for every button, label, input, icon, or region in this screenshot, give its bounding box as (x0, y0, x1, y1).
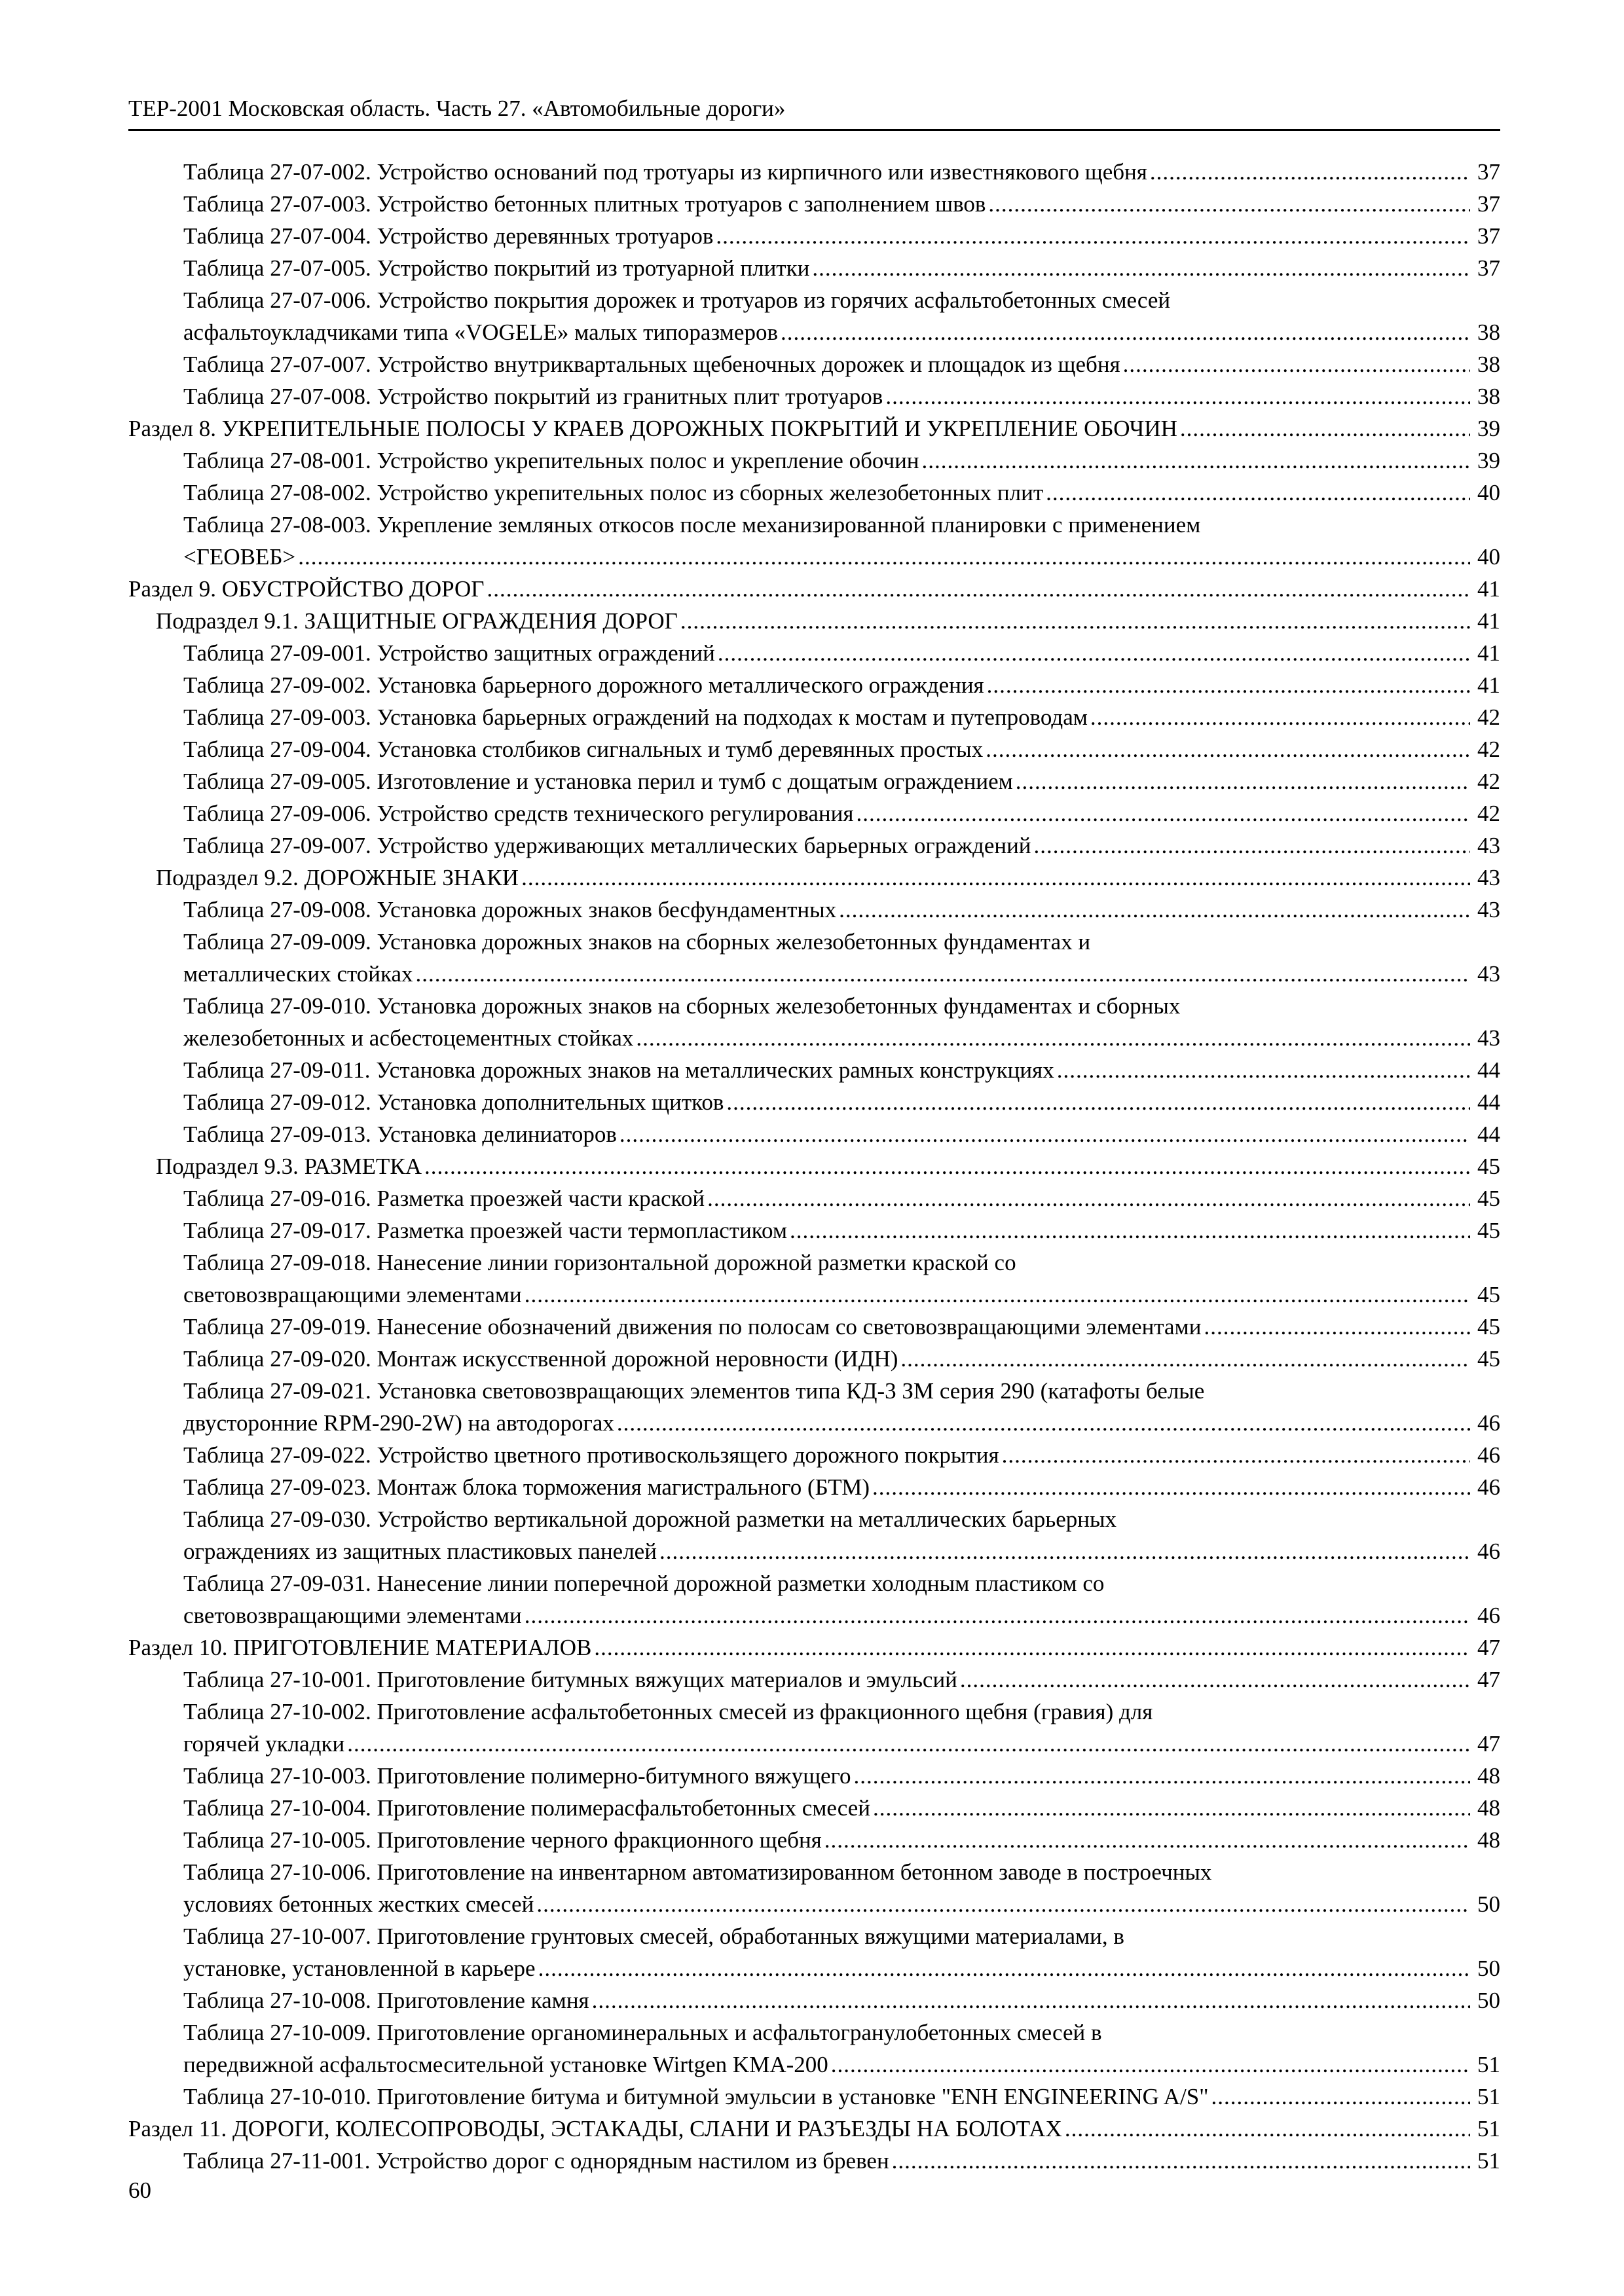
toc-entry-title: Подраздел 9.1. ЗАЩИТНЫЕ ОГРАЖДЕНИЯ ДОРОГ (156, 608, 678, 634)
toc-page-number: 46 (1477, 1539, 1500, 1564)
toc-page-number: 37 (1477, 255, 1500, 281)
toc-section (128, 412, 1500, 445)
toc-line (183, 701, 1500, 733)
toc-page-number: 45 (1477, 1346, 1500, 1372)
toc-entry-title: двусторонние RPM-290-2W) на автодорогах (183, 1410, 614, 1436)
toc-page-number: 42 (1477, 704, 1500, 730)
dot-leader (872, 1471, 1470, 1503)
toc-page-number: 44 (1477, 1089, 1500, 1115)
dot-leader (1150, 156, 1470, 188)
toc-line (156, 605, 1500, 637)
toc-page-number: 43 (1477, 1025, 1500, 1051)
dot-leader (812, 252, 1470, 284)
toc-page-number: 48 (1477, 1763, 1500, 1789)
toc-table-entry (128, 701, 1500, 733)
toc-line (128, 573, 1500, 605)
toc-table-entry (128, 1375, 1500, 1439)
toc-table-entry (128, 1471, 1500, 1503)
toc-table-entry (128, 1567, 1500, 1631)
toc-table-entry (128, 637, 1500, 669)
toc-table-entry (128, 1984, 1500, 2016)
toc-table-entry (128, 2081, 1500, 2113)
toc-line (183, 1118, 1500, 1150)
dot-leader (487, 573, 1471, 605)
toc-table-entry (128, 765, 1500, 797)
dot-leader (347, 1728, 1470, 1760)
toc-page-number: 45 (1477, 1154, 1500, 1179)
toc-entry-title: Таблица 27-09-017. Разметка проезжей части термопластиком (183, 1218, 788, 1243)
dot-leader (680, 605, 1470, 637)
toc-entry-title: Таблица 27-10-005. Приготовление черного фракционного щебня (183, 1827, 822, 1853)
toc-page-number: 50 (1477, 1956, 1500, 1981)
toc-entry-title: Таблица 27-09-002. Установка барьерного дорожного металлического ограждения (183, 672, 984, 698)
toc-page-number: 42 (1477, 769, 1500, 794)
toc-entry-title: горячей укладки (183, 1731, 345, 1757)
toc-line (183, 220, 1500, 252)
toc-table-entry (128, 2016, 1500, 2081)
toc-table-entry (128, 477, 1500, 509)
toc-line (183, 2016, 1500, 2049)
toc-entry-title: Таблица 27-10-002. Приготовление асфальтобетонных смесей из фракционного щебня (гравия) для (183, 1699, 1153, 1724)
toc-line (183, 2145, 1500, 2177)
dot-leader (839, 894, 1470, 926)
dot-leader (831, 2049, 1470, 2081)
toc-line (183, 1728, 1500, 1760)
dot-leader (716, 220, 1470, 252)
toc-page-number: 47 (1477, 1635, 1500, 1660)
toc-page-number: 45 (1477, 1314, 1500, 1339)
toc-line (183, 156, 1500, 188)
dot-leader (726, 1086, 1470, 1118)
toc-line (183, 1824, 1500, 1856)
toc-line (128, 1631, 1500, 1664)
toc-page-number: 43 (1477, 897, 1500, 922)
toc-line (183, 188, 1500, 220)
toc-line (183, 1535, 1500, 1567)
dot-leader (781, 316, 1470, 348)
toc-entry-title: металлических стойках (183, 961, 413, 987)
dot-leader (1211, 2081, 1470, 2113)
toc-page-number: 41 (1477, 640, 1500, 666)
toc-entry-title: Таблица 27-09-020. Монтаж искусственной дорожной неровности (ИДН) (183, 1346, 898, 1372)
toc-entry-title: Таблица 27-08-003. Укрепление земляных откосов после механизированной планировки с применением (183, 512, 1201, 538)
toc-table-entry (128, 1054, 1500, 1086)
toc-entry-title: Таблица 27-09-030. Устройство вертикальной дорожной разметки на металлических барьерных (183, 1506, 1117, 1532)
toc-table-entry (128, 1760, 1500, 1792)
toc-table-entry (128, 1792, 1500, 1824)
dot-leader (1002, 1439, 1470, 1471)
toc-table-entry (128, 669, 1500, 701)
dot-leader (1090, 701, 1470, 733)
toc-line (183, 958, 1500, 990)
toc-line (183, 990, 1500, 1022)
dot-leader (416, 958, 1470, 990)
dot-leader (1180, 412, 1470, 445)
toc-page-number: 48 (1477, 1827, 1500, 1853)
toc-table-entry (128, 990, 1500, 1054)
toc-line (183, 380, 1500, 412)
toc-table-entry (128, 1824, 1500, 1856)
toc-entry-title: Таблица 27-07-008. Устройство покрытий из гранитных плит тротуаров (183, 384, 883, 409)
toc-page-number: 38 (1477, 319, 1500, 345)
toc-entry-title: ограждениях из защитных пластиковых панелей (183, 1539, 657, 1564)
toc-line (183, 1599, 1500, 1631)
dot-leader (1016, 765, 1470, 797)
dot-leader (525, 1599, 1470, 1631)
toc-line (183, 1696, 1500, 1728)
toc-entry-title: Раздел 11. ДОРОГИ, КОЛЕСОПРОВОДЫ, ЭСТАКАДЫ, СЛАНИ И РАЗЪЕЗДЫ НА БОЛОТАХ (128, 2116, 1062, 2141)
toc-table-entry (128, 829, 1500, 862)
toc-line (183, 1856, 1500, 1888)
toc-entry-title: Таблица 27-10-001. Приготовление битумных вяжущих материалов и эмульсий (183, 1667, 957, 1692)
toc-page-number: 51 (1477, 2084, 1500, 2109)
toc-entry-title: Таблица 27-07-002. Устройство оснований под тротуары из кирпичного или известнякового щебня (183, 159, 1147, 185)
dot-leader (1034, 829, 1470, 862)
toc-table-entry (128, 1856, 1500, 1920)
toc-page-number: 42 (1477, 801, 1500, 826)
toc-line (183, 1760, 1500, 1792)
toc-page-number: 40 (1477, 544, 1500, 570)
toc-entry-title: установке, установленной в карьере (183, 1956, 536, 1981)
toc-entry-title: Таблица 27-07-006. Устройство покрытия дорожек и тротуаров из горячих асфальтобетонных смесей (183, 287, 1171, 313)
dot-leader (424, 1150, 1470, 1182)
toc-entry-title: Раздел 10. ПРИГОТОВЛЕНИЕ МАТЕРИАЛОВ (128, 1635, 592, 1660)
toc-table-entry (128, 2145, 1500, 2177)
toc-entry-title: Таблица 27-09-008. Установка дорожных знаков бесфундаментных (183, 897, 837, 922)
toc-page-number: 38 (1477, 352, 1500, 377)
toc-page-number: 47 (1477, 1667, 1500, 1692)
toc-line (183, 797, 1500, 829)
toc-entry-title: световозвращающими элементами (183, 1282, 522, 1307)
toc-line (128, 412, 1500, 445)
toc-entry-title: Таблица 27-07-005. Устройство покрытий из тротуарной плитки (183, 255, 810, 281)
dot-leader (594, 1631, 1470, 1664)
toc-line (183, 509, 1500, 541)
toc-section (128, 1631, 1500, 1664)
toc-entry-title: Таблица 27-09-021. Установка световозвращающих элементов типа КД-3 ЗМ серия 290 (катафоты белые (183, 1378, 1205, 1404)
toc-table-entry (128, 156, 1500, 188)
toc-line (183, 1343, 1500, 1375)
dot-leader (824, 1824, 1470, 1856)
toc-entry-title: Таблица 27-09-001. Устройство защитных ограждений (183, 640, 715, 666)
dot-leader (885, 380, 1470, 412)
dot-leader (900, 1343, 1470, 1375)
toc-subsection (128, 605, 1500, 637)
toc-line (183, 445, 1500, 477)
toc-entry-title: Таблица 27-09-011. Установка дорожных знаков на металлических рамных конструкциях (183, 1057, 1054, 1083)
toc-line (183, 477, 1500, 509)
toc-page-number: 37 (1477, 159, 1500, 185)
dot-leader (1204, 1311, 1470, 1343)
toc-line (183, 1407, 1500, 1439)
toc-line (183, 284, 1500, 316)
toc-line (156, 1150, 1500, 1182)
toc-entry-title: Таблица 27-09-013. Установка делиниаторов (183, 1121, 617, 1147)
toc-line (183, 1279, 1500, 1311)
toc-entry-title: Таблица 27-10-007. Приготовление грунтовых смесей, обработанных вяжущими материалами, в (183, 1923, 1124, 1949)
toc-entry-title: Таблица 27-09-016. Разметка проезжей части краской (183, 1186, 705, 1211)
toc-entry-title: Подраздел 9.2. ДОРОЖНЫЕ ЗНАКИ (156, 865, 519, 890)
toc-page-number: 39 (1477, 416, 1500, 441)
toc-entry-title: Таблица 27-09-003. Установка барьерных ограждений на подходах к мостам и путепроводам (183, 704, 1088, 730)
toc-entry-title: Таблица 27-09-022. Устройство цветного противоскользящего дорожного покрытия (183, 1442, 999, 1468)
toc-page-number: 51 (1477, 2052, 1500, 2077)
toc-page-number: 41 (1477, 576, 1500, 602)
toc-line (183, 1086, 1500, 1118)
dot-leader (619, 1118, 1470, 1150)
toc-page-number: 41 (1477, 672, 1500, 698)
dot-leader (988, 188, 1470, 220)
toc-entry-title: Таблица 27-10-004. Приготовление полимерасфальтобетонных смесей (183, 1795, 871, 1821)
toc-table-entry (128, 1247, 1500, 1311)
toc-table-entry (128, 733, 1500, 765)
toc-table-entry (128, 509, 1500, 573)
toc-line (183, 316, 1500, 348)
toc-page-number: 44 (1477, 1121, 1500, 1147)
toc-entry-title: Таблица 27-09-031. Нанесение линии поперечной дорожной разметки холодным пластиком со (183, 1571, 1105, 1596)
toc-table-entry (128, 1439, 1500, 1471)
toc-entry-title: Таблица 27-10-006. Приготовление на инвентарном автоматизированном бетонном заводе в построечных (183, 1859, 1212, 1885)
toc-page-number: 37 (1477, 191, 1500, 217)
toc-entry-title: световозвращающими элементами (183, 1603, 522, 1628)
dot-leader (854, 1760, 1470, 1792)
toc-entry-title: Таблица 27-10-009. Приготовление органоминеральных и асфальтогранулобетонных смесей в (183, 2020, 1102, 2045)
toc-page-number: 38 (1477, 384, 1500, 409)
dot-leader (538, 1952, 1470, 1984)
toc-page-number: 39 (1477, 448, 1500, 473)
dot-leader (718, 637, 1470, 669)
toc-line (183, 894, 1500, 926)
toc-table-entry (128, 1696, 1500, 1760)
toc-table-entry (128, 926, 1500, 990)
toc-line (183, 669, 1500, 701)
toc-table-entry (128, 1664, 1500, 1696)
toc-page-number: 40 (1477, 480, 1500, 505)
toc-line (183, 1054, 1500, 1086)
toc-table-entry (128, 1118, 1500, 1150)
dot-leader (857, 797, 1471, 829)
toc-line (183, 2081, 1500, 2113)
dot-leader (659, 1535, 1470, 1567)
toc-entry-title: Таблица 27-10-010. Приготовление битума и битумной эмульсии в установке "ENH ENGINEERING A/S" (183, 2084, 1209, 2109)
toc-page-number: 48 (1477, 1795, 1500, 1821)
dot-leader (987, 669, 1470, 701)
toc-entry-title: <ГЕОВЕБ> (183, 544, 296, 570)
toc-page-number: 37 (1477, 223, 1500, 249)
toc-page-number: 51 (1477, 2148, 1500, 2174)
toc-entry-title: Таблица 27-09-010. Установка дорожных знаков на сборных железобетонных фундаментах и сборных (183, 993, 1181, 1019)
toc-entry-title: Таблица 27-07-003. Устройство бетонных плитных тротуаров с заполнением швов (183, 191, 986, 217)
toc-page-number: 45 (1477, 1218, 1500, 1243)
dot-leader (790, 1214, 1470, 1247)
toc-subsection (128, 1150, 1500, 1182)
toc-entry-title: Таблица 27-11-001. Устройство дорог с однорядным настилом из бревен (183, 2148, 889, 2174)
toc-line (183, 1375, 1500, 1407)
toc-line (183, 1664, 1500, 1696)
toc-table-entry (128, 1214, 1500, 1247)
toc-page-number: 44 (1477, 1057, 1500, 1083)
page-number: 60 (128, 2178, 151, 2203)
toc-entry-title: Таблица 27-09-019. Нанесение обозначений движения по полосам со световозвращающими элементами (183, 1314, 1202, 1339)
toc-line (183, 926, 1500, 958)
toc-entry-title: Таблица 27-08-001. Устройство укрепительных полос и укрепление обочин (183, 448, 919, 473)
toc-page-number: 42 (1477, 737, 1500, 762)
dot-leader (922, 445, 1470, 477)
toc-entry-title: Таблица 27-09-004. Установка столбиков сигнальных и тумб деревянных простых (183, 737, 984, 762)
toc-entry-title: условиях бетонных жестких смесей (183, 1891, 534, 1917)
toc-table-entry (128, 1311, 1500, 1343)
toc-entry-title: асфальтоукладчиками типа «VOGELE» малых типоразмеров (183, 319, 778, 345)
toc-entry-title: передвижной асфальтосмесительной установке Wirtgen KMA-200 (183, 2052, 828, 2077)
toc-table-entry (128, 188, 1500, 220)
table-of-contents (128, 156, 1500, 2177)
dot-leader (1123, 348, 1470, 380)
toc-page-number: 47 (1477, 1731, 1500, 1757)
toc-table-entry (128, 1086, 1500, 1118)
dot-leader (636, 1022, 1470, 1054)
toc-entry-title: Таблица 27-10-008. Приготовление камня (183, 1988, 589, 2013)
toc-table-entry (128, 1343, 1500, 1375)
toc-line (183, 348, 1500, 380)
toc-page-number: 50 (1477, 1891, 1500, 1917)
toc-page-number: 43 (1477, 961, 1500, 987)
toc-entry-title: Таблица 27-09-005. Изготовление и установка перил и тумб с дощатым ограждением (183, 769, 1013, 794)
dot-leader (298, 541, 1470, 573)
toc-page-number: 46 (1477, 1474, 1500, 1500)
toc-line (183, 1503, 1500, 1535)
toc-table-entry (128, 445, 1500, 477)
toc-table-entry (128, 894, 1500, 926)
toc-page-number: 43 (1477, 865, 1500, 890)
toc-table-entry (128, 797, 1500, 829)
toc-entry-title: Таблица 27-09-007. Устройство удерживающих металлических барьерных ограждений (183, 833, 1031, 858)
toc-section (128, 2113, 1500, 2145)
toc-table-entry (128, 1182, 1500, 1214)
toc-entry-title: Таблица 27-09-023. Монтаж блока торможения магистрального (БТМ) (183, 1474, 870, 1500)
toc-entry-title: железобетонных и асбестоцементных стойках (183, 1025, 634, 1051)
toc-page-number: 45 (1477, 1186, 1500, 1211)
toc-line (183, 1920, 1500, 1952)
toc-page-number: 46 (1477, 1442, 1500, 1468)
toc-subsection (128, 862, 1500, 894)
toc-entry-title: Таблица 27-09-009. Установка дорожных знаков на сборных железобетонных фундаментах и (183, 929, 1091, 955)
toc-table-entry (128, 252, 1500, 284)
dot-leader (617, 1407, 1470, 1439)
toc-line (183, 637, 1500, 669)
toc-page-number: 43 (1477, 833, 1500, 858)
toc-entry-title: Раздел 8. УКРЕПИТЕЛЬНЫЕ ПОЛОСЫ У КРАЕВ ДОРОЖНЫХ ПОКРЫТИЙ И УКРЕПЛЕНИЕ ОБОЧИН (128, 416, 1177, 441)
toc-line (183, 1214, 1500, 1247)
dot-leader (592, 1984, 1470, 2016)
toc-entry-title: Подраздел 9.3. РАЗМЕТКА (156, 1154, 422, 1179)
toc-entry-title: Таблица 27-07-004. Устройство деревянных тротуаров (183, 223, 714, 249)
toc-line (183, 829, 1500, 862)
toc-page-number: 46 (1477, 1410, 1500, 1436)
toc-line (183, 2049, 1500, 2081)
toc-line (183, 1311, 1500, 1343)
toc-line (183, 1567, 1500, 1599)
toc-line (183, 1247, 1500, 1279)
toc-line (183, 733, 1500, 765)
dot-leader (1065, 2113, 1470, 2145)
toc-page-number: 50 (1477, 1988, 1500, 2013)
toc-table-entry (128, 348, 1500, 380)
toc-line (183, 252, 1500, 284)
toc-table-entry (128, 380, 1500, 412)
toc-entry-title: Таблица 27-09-006. Устройство средств технического регулирования (183, 801, 854, 826)
toc-page-number: 41 (1477, 608, 1500, 634)
toc-entry-title: Таблица 27-08-002. Устройство укрепительных полос из сборных железобетонных плит (183, 480, 1044, 505)
dot-leader (521, 862, 1470, 894)
dot-leader (960, 1664, 1470, 1696)
toc-page-number: 45 (1477, 1282, 1500, 1307)
toc-page-number: 46 (1477, 1603, 1500, 1628)
dot-leader (873, 1792, 1470, 1824)
toc-table-entry (128, 284, 1500, 348)
toc-line (183, 1471, 1500, 1503)
header-rule (128, 129, 1500, 131)
toc-table-entry (128, 1503, 1500, 1567)
dot-leader (536, 1888, 1470, 1920)
dot-leader (1046, 477, 1470, 509)
toc-entry-title: Раздел 9. ОБУСТРОЙСТВО ДОРОГ (128, 576, 485, 602)
toc-table-entry (128, 220, 1500, 252)
toc-entry-title: Таблица 27-09-018. Нанесение линии горизонтальной дорожной разметки краской со (183, 1250, 1016, 1275)
toc-line (183, 1182, 1500, 1214)
toc-line (128, 2113, 1500, 2145)
dot-leader (707, 1182, 1470, 1214)
toc-line (183, 1888, 1500, 1920)
page-header: ТЕР-2001 Московская область. Часть 27. «Автомобильные дороги» (128, 96, 786, 121)
dot-leader (525, 1279, 1470, 1311)
toc-line (183, 1792, 1500, 1824)
dot-leader (1057, 1054, 1470, 1086)
dot-leader (986, 733, 1470, 765)
toc-entry-title: Таблица 27-07-007. Устройство внутриквартальных щебеночных дорожек и площадок из щебня (183, 352, 1120, 377)
dot-leader (892, 2145, 1470, 2177)
toc-line (183, 1952, 1500, 1984)
toc-table-entry (128, 1920, 1500, 1984)
toc-section (128, 573, 1500, 605)
toc-line (183, 1439, 1500, 1471)
toc-page-number: 51 (1477, 2116, 1500, 2141)
toc-line (183, 765, 1500, 797)
toc-line (183, 1022, 1500, 1054)
toc-entry-title: Таблица 27-09-012. Установка дополнительных щитков (183, 1089, 724, 1115)
toc-line (183, 541, 1500, 573)
toc-line (156, 862, 1500, 894)
toc-entry-title: Таблица 27-10-003. Приготовление полимерно-битумного вяжущего (183, 1763, 851, 1789)
toc-line (183, 1984, 1500, 2016)
